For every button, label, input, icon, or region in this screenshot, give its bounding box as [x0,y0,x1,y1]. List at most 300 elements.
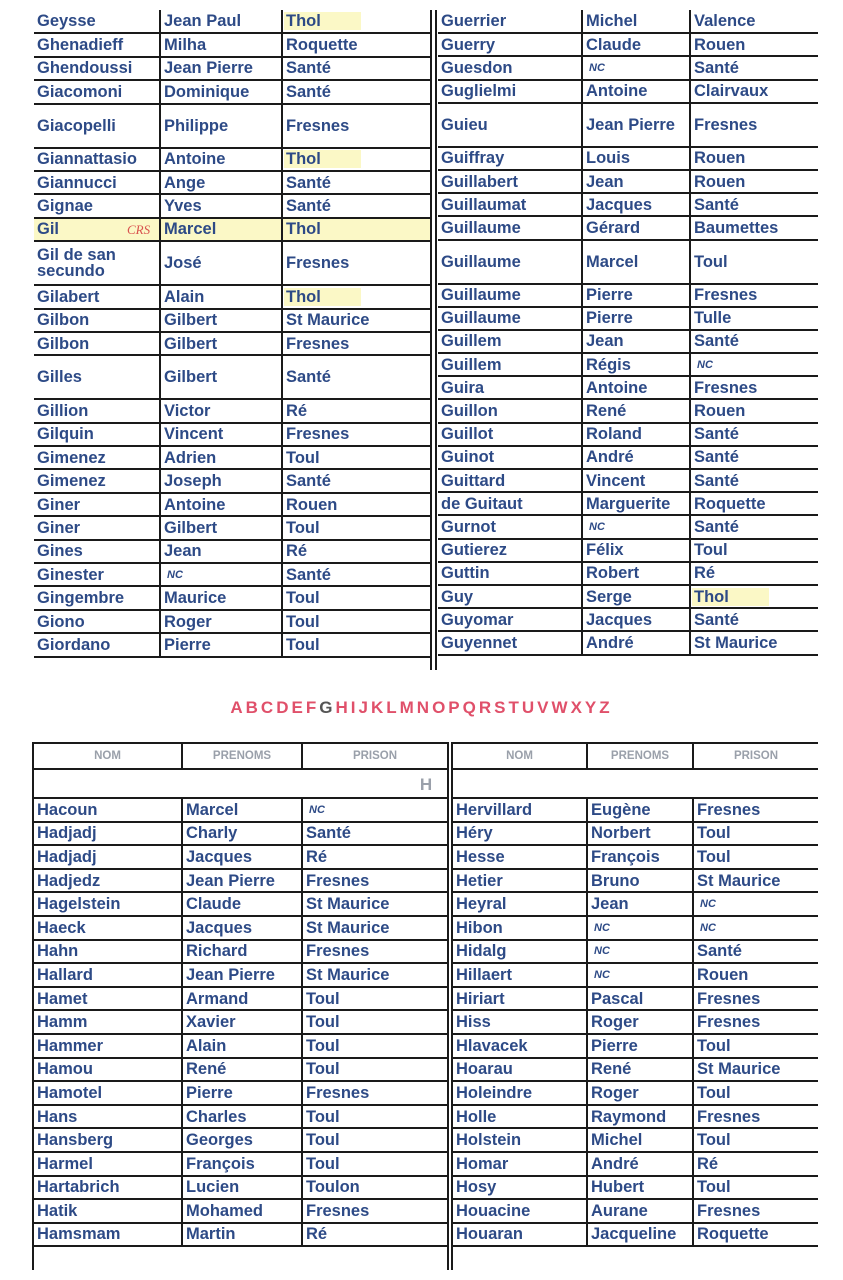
prison-cell-text: Fresnes [286,116,350,135]
prison-cell [690,103,818,147]
alphabet-letter-i[interactable]: I [350,698,359,717]
nom-cell [34,1199,182,1223]
nom-cell-text: Hatik [37,1201,78,1220]
alphabet-letter-y[interactable]: Y [584,698,600,717]
prenom-cell-text: Antoine [586,378,648,397]
nom-cell-text: Hidalg [456,942,507,961]
prison-cell [282,57,430,80]
prison-cell [282,399,430,422]
prenom-cell [587,869,693,893]
prison-cell-text: NC [697,358,713,371]
prenom-cell [160,423,282,446]
prison-cell-text: Toul [306,1013,340,1032]
alphabet-letter-s[interactable]: S [494,698,509,717]
nom-cell [34,586,160,609]
prison-cell-text: Santé [286,173,331,192]
nom-cell-text: Guillaume [441,286,521,305]
nom-cell-text: Guillabert [441,172,519,191]
prenom-cell [160,469,282,492]
prenom-cell [582,446,690,469]
table-row [438,585,818,608]
prenom-cell [582,492,690,515]
nom-cell [453,845,587,869]
prenom-cell-text: Norbert [591,824,651,843]
prison-cell-text: Toul [286,612,320,631]
table-row [34,446,430,469]
header-prison: PRISON [302,743,447,769]
nom-cell [438,492,582,515]
table-row [438,80,818,103]
table-row [453,1010,818,1034]
table-row [34,987,447,1011]
prenom-cell-text: Gilbert [164,368,218,387]
nom-cell-text: Hallard [37,965,93,984]
nom-cell-text: Gimenez [37,472,106,491]
alphabet-letter-k[interactable]: K [370,698,387,717]
table-row [34,633,430,656]
nom-cell-text: Holle [456,1107,497,1126]
prison-cell [282,104,430,148]
prenom-cell-text: André [586,633,634,652]
nom-cell-text: Hamm [37,1013,88,1032]
nom-cell-text: Ginester [37,565,104,584]
table-row [453,845,818,869]
prenom-cell-text: Dominique [164,82,250,101]
prison-cell [302,1176,447,1200]
prison-cell-text: St Maurice [697,1060,781,1079]
prenom-cell-text: Pierre [586,309,633,328]
h-table-right [453,742,818,1247]
alphabet-letter-u[interactable]: U [521,698,538,717]
table-row [438,399,818,422]
nom-cell-text: Héry [456,824,493,843]
nom-cell-text: Guillaume [441,252,521,271]
alphabet-letter-c[interactable]: C [260,698,277,717]
prison-cell [690,193,818,216]
nom-cell-text: Gilabert [37,287,100,306]
alphabet-letter-a[interactable]: A [230,698,246,717]
prenom-cell-text: André [591,1154,639,1173]
nom-cell [34,399,160,422]
nom-cell [438,240,582,284]
nom-cell [438,608,582,631]
nom-cell [34,540,160,563]
table-row [34,1010,447,1034]
nom-cell [438,515,582,538]
nom-cell-text: Gimenez [37,448,106,467]
prison-cell-text: Ré [306,1225,328,1244]
table-row [438,284,818,307]
prison-cell [302,822,447,846]
prison-cell-text: Santé [694,610,739,629]
prenom-cell [160,218,282,241]
prison-cell-text: Toul [697,824,731,843]
prenom-cell [160,171,282,194]
prison-cell [282,285,430,308]
table-row [34,563,430,586]
nom-cell [438,33,582,56]
prison-cell [302,1034,447,1058]
prison-cell-text: Thol [692,588,769,606]
nom-cell [34,869,182,893]
prison-cell [282,563,430,586]
prison-cell [302,1199,447,1223]
table-row [34,798,447,822]
nom-cell-text: Guillaumat [441,195,527,214]
nom-cell [34,309,160,332]
prenom-cell-text: Antoine [164,495,226,514]
nom-cell [34,963,182,987]
table-row [438,562,818,585]
prison-cell [282,423,430,446]
prenom-cell [582,423,690,446]
prenom-cell [582,608,690,631]
nom-cell-text: Guira [441,378,485,397]
alphabet-letter-h[interactable]: H [335,698,351,717]
nom-cell-text: Giacopelli [37,116,116,135]
nom-cell-text: Giner [37,495,81,514]
alphabet-letter-z[interactable]: Z [599,698,613,717]
prenom-cell-text: Maurice [164,589,227,608]
prenom-cell-text: Eugène [591,800,651,819]
nom-cell-text: Hibon [456,918,503,937]
prison-cell [282,493,430,516]
table-row [438,446,818,469]
prison-cell [693,1034,818,1058]
prison-cell-text: Rouen [697,965,749,984]
prenom-cell-text: Georges [186,1131,253,1150]
nom-cell [438,469,582,492]
prenom-cell [182,1128,302,1152]
prison-cell-text: Santé [694,448,739,467]
nom-cell [34,171,160,194]
prison-cell [282,309,430,332]
prenom-cell-text: Lucien [186,1178,240,1197]
table-row [453,1034,818,1058]
prison-cell-text: Toulon [306,1178,360,1197]
nom-cell-text: Guiffray [441,149,505,168]
prenom-cell [587,798,693,822]
g-table-right [438,10,818,656]
table-row [34,171,430,194]
prenom-cell-text: Alain [186,1036,227,1055]
prenom-cell-text: Jacques [186,847,253,866]
alphabet-letter-f[interactable]: F [305,698,320,717]
alphabet-letter-e[interactable]: E [291,698,306,717]
table-row [438,307,818,330]
table-row [34,1105,447,1129]
prison-cell [690,399,818,422]
prenom-cell [160,148,282,171]
prenom-cell-text: Félix [586,541,624,560]
table-row [34,1128,447,1152]
prison-cell [690,240,818,284]
prenom-cell-text: Gilbert [164,334,218,353]
prison-cell [690,33,818,56]
nom-cell-text: Gil [35,220,99,238]
prenom-cell [182,963,302,987]
nom-cell [438,423,582,446]
prison-cell-text: Toul [306,1107,340,1126]
table-row [453,798,818,822]
prenom-cell-text: Jean Pierre [186,965,275,984]
prenom-cell [582,193,690,216]
prenom-cell [182,1105,302,1129]
prison-cell-text: Santé [286,82,331,101]
nom-cell-text: Hesse [456,847,505,866]
nom-cell-text: Ghendoussi [37,59,133,78]
prenom-cell [587,892,693,916]
alphabet-letter-q[interactable]: Q [462,698,479,717]
prenom-cell [182,987,302,1011]
prenom-cell [582,585,690,608]
nom-cell [438,216,582,239]
nom-cell-text: Gutierez [441,541,508,560]
table-row [34,822,447,846]
alphabet-letter-d[interactable]: D [276,698,292,717]
nom-cell-text: Hacoun [37,800,98,819]
nom-cell [453,1152,587,1176]
prenom-cell [587,940,693,964]
header-prenoms: PRENOMS [587,743,693,769]
prison-cell-text: Fresnes [306,871,370,890]
prenom-cell [182,916,302,940]
prenom-cell [182,798,302,822]
prenom-cell-text: Serge [586,587,632,606]
nom-cell-text: Guerrier [441,12,507,31]
prenom-cell-text: Marguerite [586,494,671,513]
nom-cell [34,446,160,469]
alphabet-letter-o[interactable]: O [432,698,449,717]
prenom-cell-text: Jacqueline [591,1225,677,1244]
prison-cell [282,194,430,217]
header-row [453,743,818,769]
nom-cell [34,1128,182,1152]
prenom-cell [182,1223,302,1247]
prison-cell [693,916,818,940]
prenom-cell [182,1152,302,1176]
prison-cell [282,218,430,241]
prenom-cell [182,1010,302,1034]
prenom-cell-text: Hubert [591,1178,645,1197]
alphabet-letter-v[interactable]: V [537,698,552,717]
table-row [453,1176,818,1200]
prison-cell [690,562,818,585]
prison-cell-text: St Maurice [306,895,390,914]
alphabet-letter-n[interactable]: N [416,698,433,717]
alphabet-letter-j[interactable]: J [358,698,371,717]
nom-cell-text: Guyomar [441,610,514,629]
prenom-cell [587,987,693,1011]
prison-cell [693,869,818,893]
prenom-cell [582,631,690,654]
prison-cell [690,631,818,654]
prenom-cell-text: Michel [586,12,638,31]
prison-cell [302,869,447,893]
prenom-cell-text: Marcel [586,252,639,271]
prenom-cell-text: Jacques [586,195,653,214]
prison-cell [693,963,818,987]
prenom-cell [182,845,302,869]
table-row [34,892,447,916]
nom-cell-text: Hadjedz [37,871,101,890]
prison-cell-text: Thol [284,150,361,168]
prenom-cell-text: Pierre [164,635,211,654]
nom-cell [438,399,582,422]
prison-cell-text: Rouen [694,149,746,168]
alphabet-letter-x[interactable]: X [570,698,585,717]
prison-cell-text: Fresnes [306,1201,370,1220]
nom-cell-text: Harmel [37,1154,93,1173]
table-row [453,869,818,893]
prison-cell [693,1081,818,1105]
nom-cell-text: Hamsmam [37,1225,121,1244]
table-row [34,493,430,516]
nom-cell-text: Guillon [441,402,498,421]
prison-cell [690,608,818,631]
table-row [34,80,430,103]
prenom-cell-text: André [586,448,634,467]
table-row [34,586,430,609]
prison-cell [302,798,447,822]
nom-cell [438,147,582,170]
prison-cell-text: Rouen [694,35,746,54]
prison-cell [282,355,430,399]
prenom-cell [160,194,282,217]
prenom-cell-text: NC [594,921,610,934]
prenom-cell [587,1223,693,1247]
table-row [453,987,818,1011]
prison-cell-text: Toul [697,847,731,866]
prenom-cell-text: Jean Paul [164,12,242,31]
alphabet-letter-m[interactable]: M [399,698,417,717]
nom-cell-text: Gines [37,542,83,561]
prenom-cell [182,892,302,916]
nom-cell-text: Giacomoni [37,82,123,101]
alphabet-letter-l[interactable]: L [386,698,400,717]
prenom-cell [160,57,282,80]
nom-cell-text: Houacine [456,1201,531,1220]
handwritten-annotation: CRS [127,221,151,237]
prenom-cell [160,446,282,469]
prenom-cell [182,1058,302,1082]
alphabet-letter-w[interactable]: W [551,698,571,717]
prenom-cell-text: Mohamed [186,1201,264,1220]
nom-cell [438,585,582,608]
nom-cell-text: Hervillard [456,800,533,819]
table-row [438,147,818,170]
nom-cell [453,1199,587,1223]
prison-cell-text: Roquette [286,36,358,55]
table-row [34,1223,447,1247]
table-row [34,194,430,217]
prison-cell-text: Fresnes [694,378,758,397]
g-table-left [34,10,430,658]
nom-cell-text: Guillot [441,425,494,444]
prison-cell-text: Toul [697,1178,731,1197]
nom-cell-text: Hlavacek [456,1036,528,1055]
prison-cell [693,1152,818,1176]
prenom-cell [160,241,282,285]
nom-cell-text: Giannucci [37,173,117,192]
nom-cell-text: Homar [456,1154,509,1173]
prison-cell-text: Ré [306,847,328,866]
nom-cell [438,353,582,376]
prison-cell-text: Santé [694,425,739,444]
prenom-cell-text: Adrien [164,448,217,467]
prenom-cell [582,240,690,284]
prison-cell [690,515,818,538]
prison-cell-text: Fresnes [697,989,761,1008]
nom-cell [453,963,587,987]
alphabet-letter-p[interactable]: P [448,698,463,717]
prison-cell [302,845,447,869]
prenom-cell-text: Milha [164,36,207,55]
prison-cell [282,633,430,656]
prison-cell [693,1128,818,1152]
table-row [438,10,818,33]
prenom-cell-text: NC [594,945,610,958]
prison-cell-text: Santé [286,368,331,387]
prison-cell-text: Toul [306,1060,340,1079]
prison-cell [302,1010,447,1034]
prenom-cell [587,1152,693,1176]
nom-cell-text: Gilbon [37,334,90,353]
nom-cell-text: Gingembre [37,589,125,608]
nom-cell-text: Holeindre [456,1083,533,1102]
nom-cell [34,516,160,539]
prison-cell-text: Fresnes [306,1083,370,1102]
prenom-cell [182,1199,302,1223]
table-row [34,963,447,987]
nom-cell-text: Guillem [441,332,502,351]
prison-cell [690,307,818,330]
nom-cell [438,80,582,103]
header-row [34,743,447,769]
nom-cell [34,1176,182,1200]
prenom-cell-text: Jean [586,172,624,191]
alphabet-letter-t[interactable]: T [508,698,522,717]
nom-cell [438,284,582,307]
nom-cell-text: Guinot [441,448,495,467]
prenom-cell [587,845,693,869]
nom-cell-text: Hartabrich [37,1178,120,1197]
table-row [453,892,818,916]
prison-cell-text: Toul [697,1036,731,1055]
table-row [34,355,430,399]
nom-cell [453,1128,587,1152]
prenom-cell-text: Gilbert [164,311,218,330]
prenom-cell-text: Bruno [591,871,640,890]
table-row [34,1058,447,1082]
table-row [438,492,818,515]
prenom-cell-text: Martin [186,1225,236,1244]
alphabet-letter-g[interactable]: G [319,698,336,717]
table-row [34,104,430,148]
table-row [438,539,818,562]
prenom-cell-text: NC [594,968,610,981]
nom-cell-text: Gilbon [37,311,90,330]
nom-cell-text: Giordano [37,635,111,654]
alphabet-letter-b[interactable]: B [245,698,261,717]
nom-cell [453,822,587,846]
prenom-cell [160,80,282,103]
prison-cell [302,916,447,940]
alphabet-letter-r[interactable]: R [478,698,495,717]
prison-cell-text: Santé [697,942,742,961]
prison-cell [690,80,818,103]
nom-cell [453,1010,587,1034]
